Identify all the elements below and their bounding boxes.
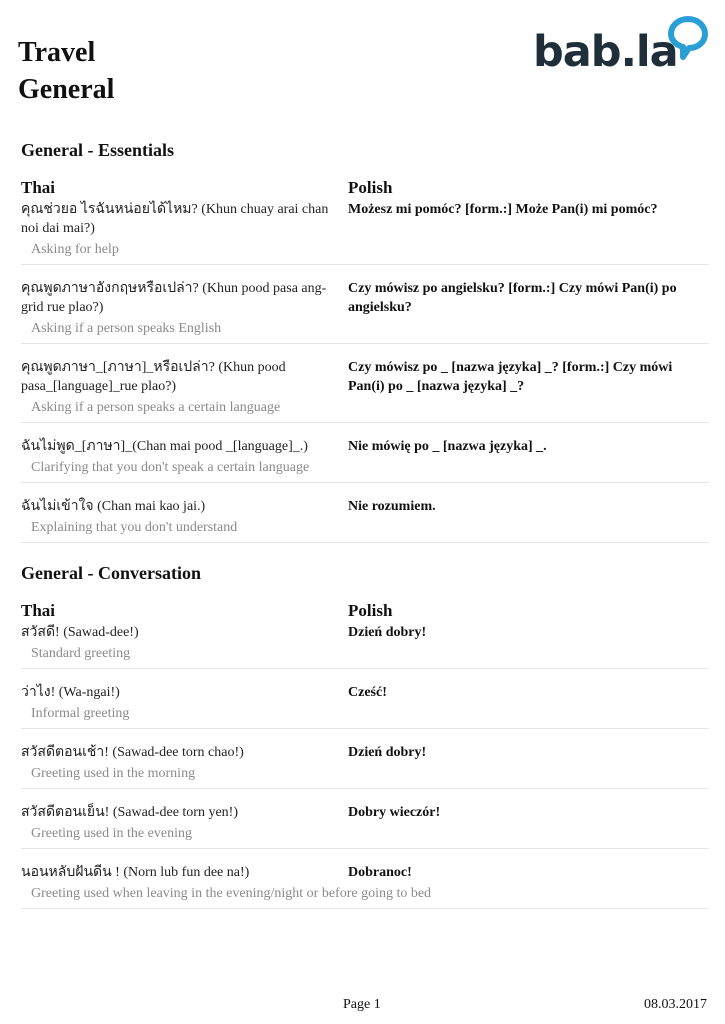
phrase-entry: [21, 683, 709, 729]
column-header-thai: Thai: [21, 178, 56, 197]
phrase-row: [21, 200, 709, 238]
thai-phrase: คุณช่วยอ ไรฉันหน่อยได้ไหม? (Khun chuay arai chan noi dai mai?): [21, 202, 329, 236]
phrase-entry: [21, 803, 709, 849]
polish-phrase: Czy mówisz po _ [nazwa języka] _? [form.:] Czy mówi Pan(i) po _ [nazwa języka] _?: [348, 360, 673, 394]
section-title: General - Essentials: [21, 140, 174, 160]
footer-date: 08.03.2017: [644, 997, 707, 1012]
usage-note: Clarifying that you don't speak a certain language: [31, 460, 310, 475]
thai-phrase: คุณพูดภาษา_[ภาษา]_หรือเปล่า? (Khun pood pasa_[language]_rue plao?): [21, 360, 286, 394]
page-title-line1: Travel: [18, 37, 96, 68]
thai-phrase: สวัสดีตอนเช้า! (Sawad-dee torn chao!): [21, 745, 244, 760]
usage-note: Explaining that you don't understand: [31, 520, 238, 535]
section-essentials: [21, 139, 709, 557]
usage-note: Asking if a person speaks a certain language: [31, 400, 281, 415]
thai-phrase: ว่าไง! (Wa-ngai!): [21, 685, 120, 700]
phrase-entry: [21, 279, 709, 344]
thai-phrase: คุณพูดภาษาอังกฤษหรือเปล่า? (Khun pood pasa ang-grid rue plao?): [21, 281, 327, 315]
phrase-row: [21, 743, 709, 762]
page-title: [18, 34, 114, 108]
phrase-row: [21, 437, 709, 456]
logo-text: bab.la: [533, 27, 678, 77]
usage-note: Greeting used in the evening: [31, 826, 192, 841]
page-number: Page 1: [343, 997, 381, 1012]
phrase-entry: [21, 863, 709, 909]
polish-phrase: Nie mówię po _ [nazwa języka] _.: [348, 439, 547, 454]
section-title: General - Conversation: [21, 563, 201, 583]
polish-phrase: Dzień dobry!: [348, 745, 427, 760]
polish-phrase: Czy mówisz po angielsku? [form.:] Czy mówi Pan(i) po angielsku?: [348, 281, 677, 315]
thai-phrase: สวัสดี! (Sawad-dee!): [21, 625, 139, 640]
page-title-line2: General: [18, 74, 115, 105]
usage-note: Informal greeting: [31, 706, 130, 721]
phrase-entry: [21, 497, 709, 543]
phrase-row: [21, 863, 709, 882]
polish-phrase: Dzień dobry!: [348, 625, 427, 640]
phrase-row: [21, 683, 709, 702]
phrase-row: [21, 497, 709, 516]
babla-logo: [533, 16, 713, 82]
usage-note: Greeting used in the morning: [31, 766, 196, 781]
phrase-entry: [21, 437, 709, 483]
polish-phrase: Dobry wieczór!: [348, 805, 441, 820]
column-header-polish: Polish: [348, 178, 393, 197]
polish-phrase: Możesz mi pomóc? [form.:] Może Pan(i) mi pomóc?: [348, 202, 658, 217]
phrase-list: [21, 623, 709, 909]
polish-phrase: Nie rozumiem.: [348, 499, 436, 514]
usage-note: Asking if a person speaks English: [31, 321, 222, 336]
phrase-entry: [21, 743, 709, 789]
usage-note: Greeting used when leaving in the evening/night or before going to bed: [31, 886, 432, 901]
section-conversation: [21, 562, 709, 923]
column-headers: [21, 601, 709, 623]
phrase-row: [21, 623, 709, 642]
polish-phrase: Cześć!: [348, 685, 387, 700]
phrase-list: [21, 200, 709, 543]
speech-bubble-icon: [667, 16, 709, 60]
usage-note: Asking for help: [31, 242, 119, 257]
phrase-entry: [21, 623, 709, 669]
usage-note: Standard greeting: [31, 646, 131, 661]
phrase-entry: [21, 200, 709, 265]
thai-phrase: นอนหลับฝันดีน ! (Norn lub fun dee na!): [21, 865, 250, 880]
thai-phrase: ฉันไม่เข้าใจ (Chan mai kao jai.): [21, 499, 206, 514]
phrase-row: [21, 279, 709, 317]
phrase-entry: [21, 358, 709, 423]
phrase-row: [21, 358, 709, 396]
phrase-row: [21, 803, 709, 822]
thai-phrase: สวัสดีตอนเย็น! (Sawad-dee torn yen!): [21, 805, 238, 820]
column-header-polish: Polish: [348, 601, 393, 620]
column-headers: [21, 178, 709, 200]
polish-phrase: Dobranoc!: [348, 865, 412, 880]
thai-phrase: ฉันไม่พูด_[ภาษา]_(Chan mai pood _[language]_.): [21, 439, 308, 454]
column-header-thai: Thai: [21, 601, 56, 620]
